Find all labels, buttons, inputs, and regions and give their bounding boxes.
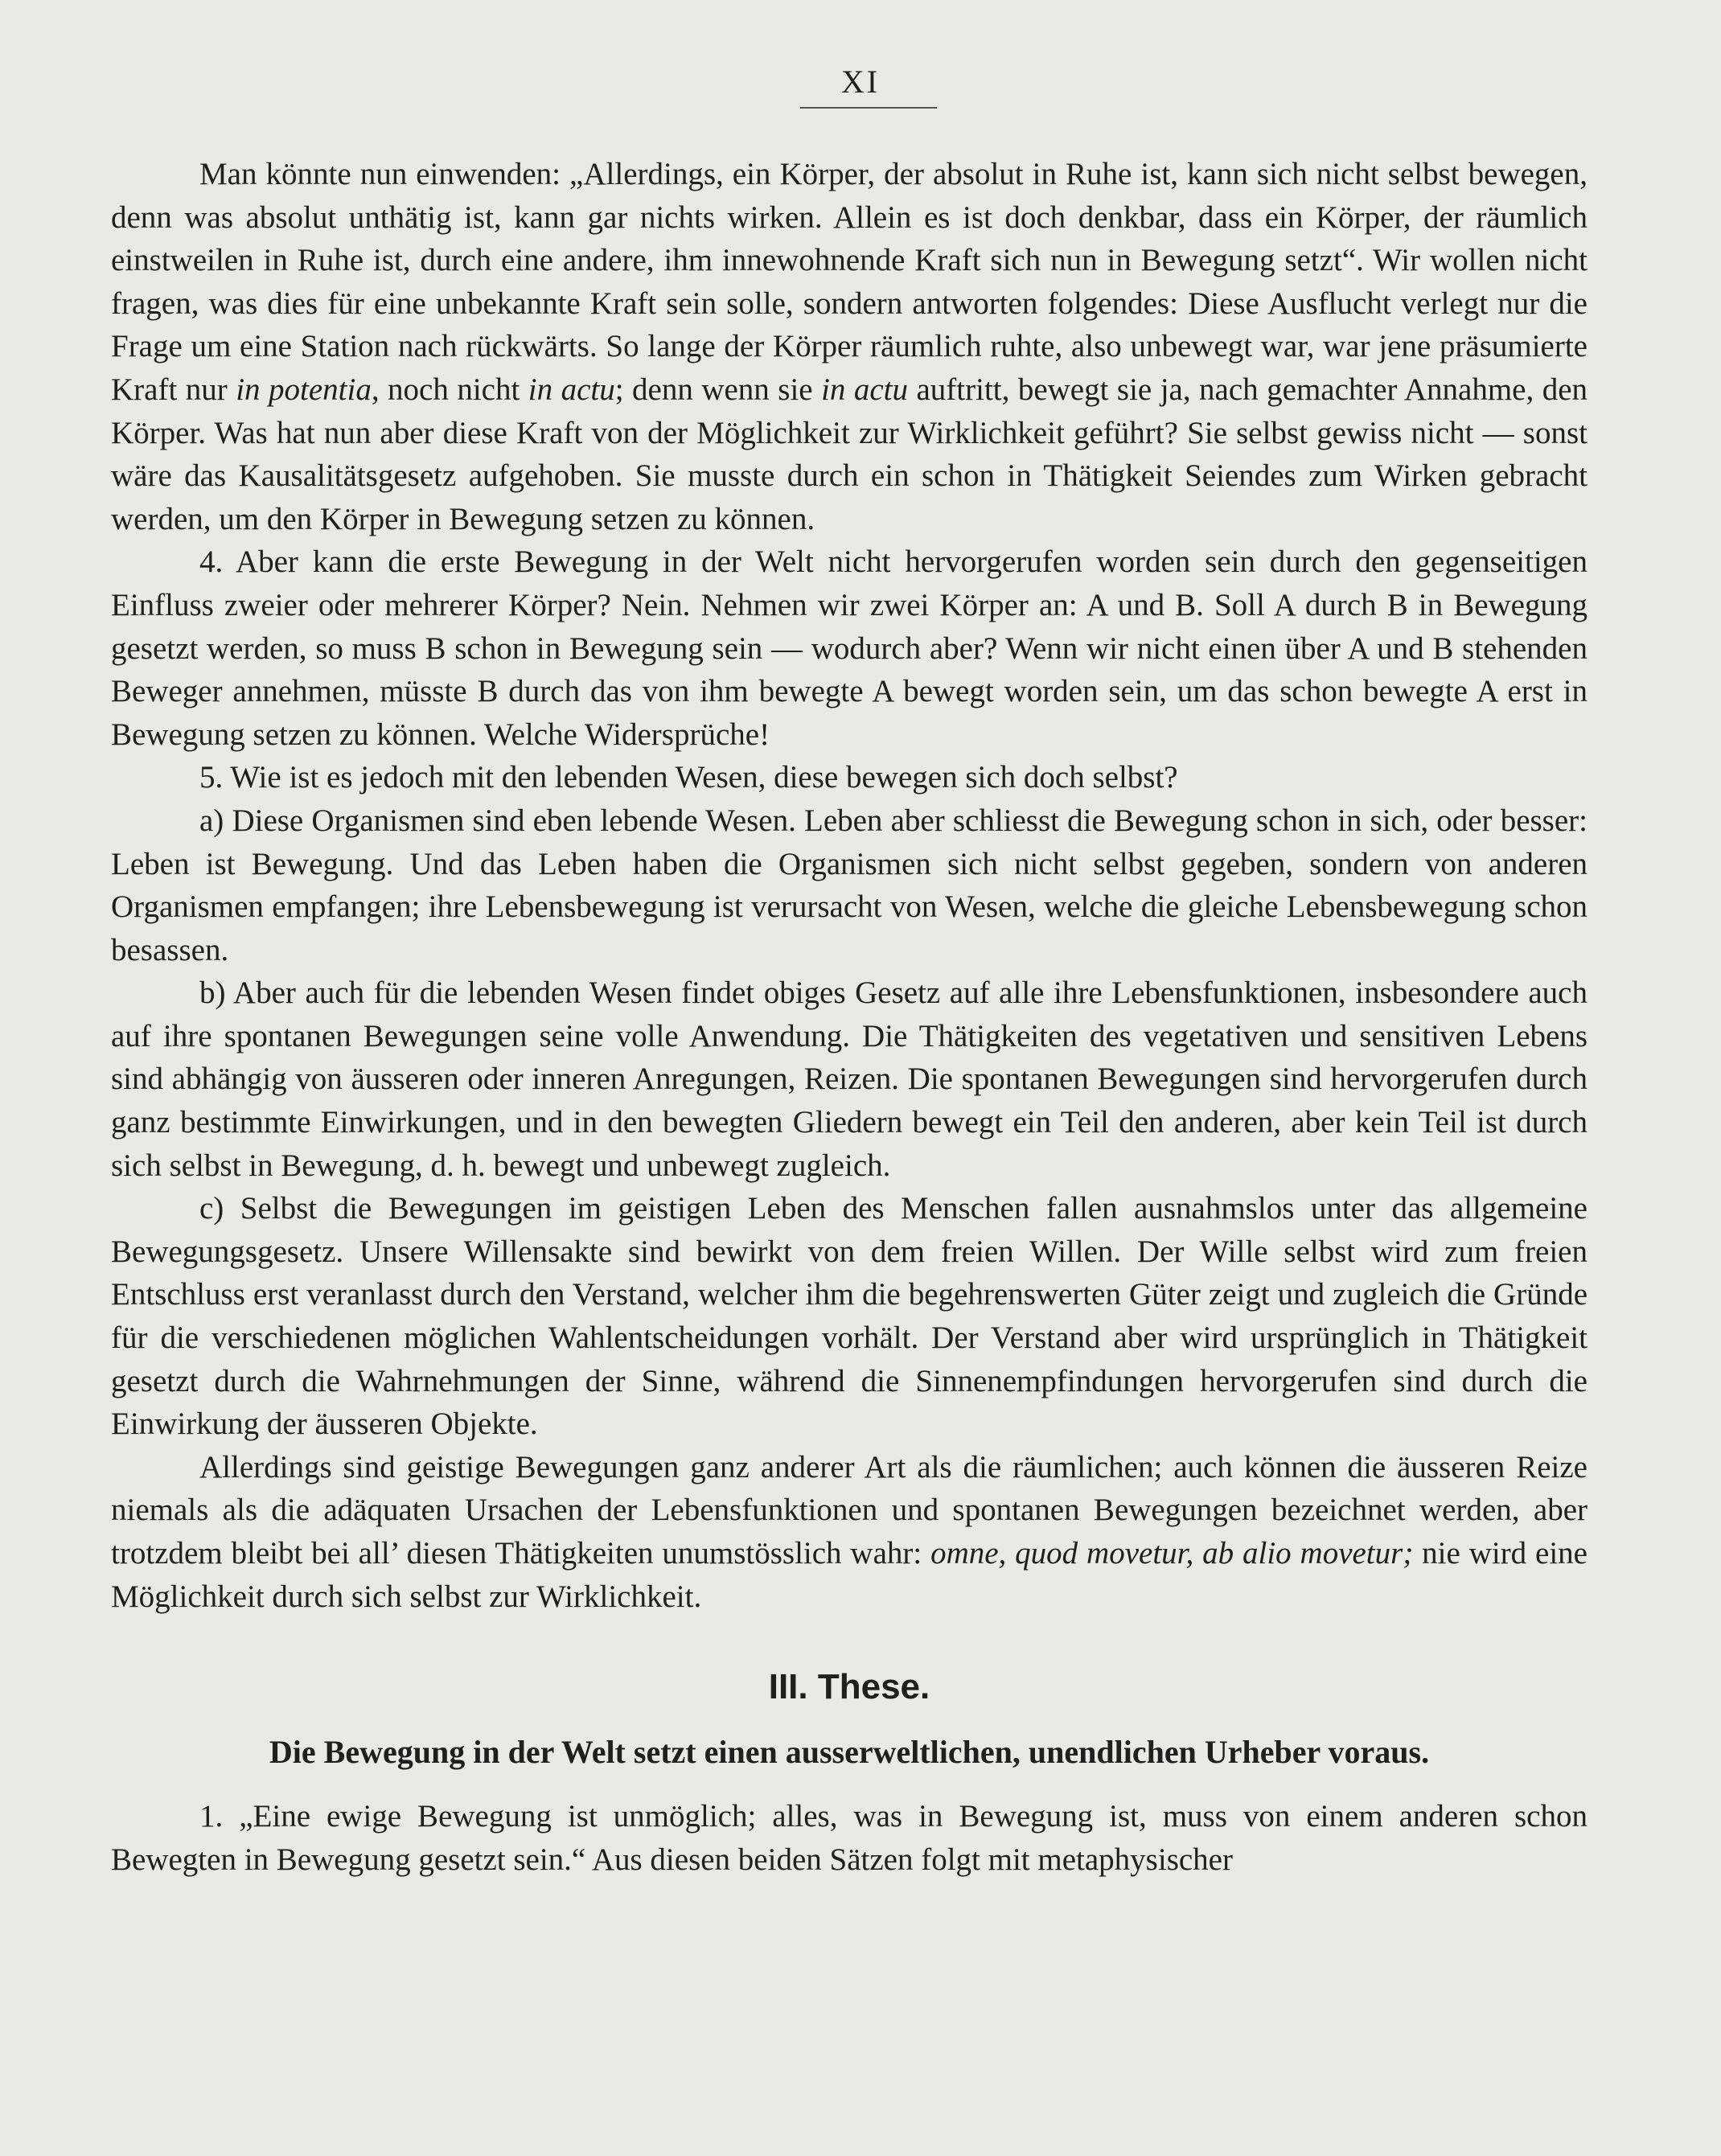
section-thesis: Die Bewegung in der Welt setzt einen ausserweltlichen, unendlichen Urheber voraus. bbox=[269, 1734, 1430, 1771]
latin-phrase: in actu bbox=[528, 372, 615, 407]
paragraph-2: 4. Aber kann die erste Bewegung in der Welt nicht hervorgerufen worden sein durch den gegenseitigen Einfluss zweier oder mehrerer Körper? Nein. Nehmen wir zwei Körper an: A und B. Soll A durch B in Bewegung gesetzt werden, so muss B schon in Bewegung sein — wodurch aber? Wenn wir nicht einen über A und B stehenden Beweger annehmen, müsste B durch das von ihm bewegte A bewegt worden sein, um das schon bewegte A erst in Bewegung setzen zu können. Welche Widersprüche! bbox=[111, 544, 1588, 752]
paragraph-6: c) Selbst die Bewegungen im geistigen Leben des Menschen fallen ausnahmslos unter das allgemeine Bewegungsgesetz. Unsere Willensakte sind bewirkt von dem freien Willen. Der Wille selbst wird zum freien Entschluss erst veranlasst durch den Verstand, welcher ihm die begehrenswerten Güter zeigt und zugleich die Gründe für die verschiedenen möglichen Wahlentscheidungen vorhält. Der Verstand aber wird ursprünglich in Thätigkeit gesetzt durch die Wahrnehmungen der Sinne, während die Sinnenempfindungen hervorgerufen sind durch die Einwirkung der äusseren Objekte. bbox=[111, 1191, 1588, 1442]
paragraph-7: Allerdings sind geistige Bewegungen ganz anderer Art als die räumlichen; auch können die äusseren Reize niemals als die adäquaten Ursachen der Lebensfunktionen und spontanen Bewegungen bezeichnet werden, aber trotzdem bleibt bei all’ diesen Thätigkeiten unumstösslich wahr: omne, quod movetur, ab alio movetur; nie wird eine Möglichkeit durch sich selbst zur Wirklichkeit. bbox=[111, 1449, 1588, 1614]
section-title: III. These. bbox=[768, 1667, 930, 1707]
paragraph-3: 5. Wie ist es jedoch mit den lebenden Wesen, diese bewegen sich doch selbst? bbox=[199, 760, 1178, 795]
page-number-rule bbox=[800, 107, 937, 109]
page-number: XI bbox=[840, 64, 881, 100]
paragraph-5: b) Aber auch für die lebenden Wesen findet obiges Gesetz auf alle ihre Lebensfunktionen, insbesondere auch auf ihre spontanen Bewegungen seine volle Anwendung. Die Thätigkeiten des vegetativen und sensitiven Lebens sind abhängig von äusseren oder inneren Anregungen, Reizen. Die spontanen Bewegungen sind hervorgerufen durch ganz bestimmte Einwirkungen, und in den bewegten Gliedern bewegt ein Teil den anderen, aber kein Teil ist durch sich selbst in Bewegung, d. h. bewegt und unbewegt zugleich. bbox=[111, 975, 1588, 1183]
paragraph-4: a) Diese Organismen sind eben lebende Wesen. Leben aber schliesst die Bewegung schon in sich, oder besser: Leben ist Bewegung. Und das Leben haben die Organismen sich nicht selbst gegeben, sondern von anderen Organismen empfangen; ihre Lebensbewegung ist verursacht von Wesen, welche die gleiche Lebensbewegung schon besassen. bbox=[111, 803, 1588, 967]
paragraph-8: 1. „Eine ewige Bewegung ist unmöglich; alles, was in Bewegung ist, muss von einem anderen schon Bewegten in Bewegung gesetzt sein.“ Aus diesen beiden Sätzen folgt mit metaphysischer bbox=[111, 1799, 1588, 1877]
body-text bbox=[111, 153, 1588, 1881]
paragraph-1: Man könnte nun einwenden: „Allerdings, ein Körper, der absolut in Ruhe ist, kann sich nicht selbst bewegen, denn was absolut unthätig ist, kann gar nichts wirken. Allein es ist doch denkbar, dass ein Körper, der räumlich einstweilen in Ruhe ist, durch eine andere, ihm innewohnende Kraft sich nun in Bewegung setzt“. Wir wollen nicht fragen, was dies für eine unbekannte Kraft sein solle, sondern antworten folgendes: Diese Ausflucht verlegt nur die Frage um eine Station nach rückwärts. So lange der Körper räumlich ruhte, also unbewegt war, war jene präsumierte Kraft nur in potentia, noch nicht in actu; denn wenn sie in actu auftritt, bewegt sie ja, nach gemachter Annahme, den Körper. Was hat nun aber diese Kraft von der Möglichkeit zur Wirklichkeit geführt? Sie selbst gewiss nicht — sonst wäre das Kausalitätsgesetz aufgehoben. Sie musste durch ein schon in Thätigkeit Seiendes zum Wirken gebracht werden, um den Körper in Bewegung setzen zu können. bbox=[111, 157, 1588, 536]
latin-phrase: omne, quod movetur, ab alio movetur; bbox=[930, 1536, 1414, 1571]
latin-phrase: in potentia bbox=[236, 372, 372, 407]
latin-phrase: in actu bbox=[821, 372, 909, 407]
